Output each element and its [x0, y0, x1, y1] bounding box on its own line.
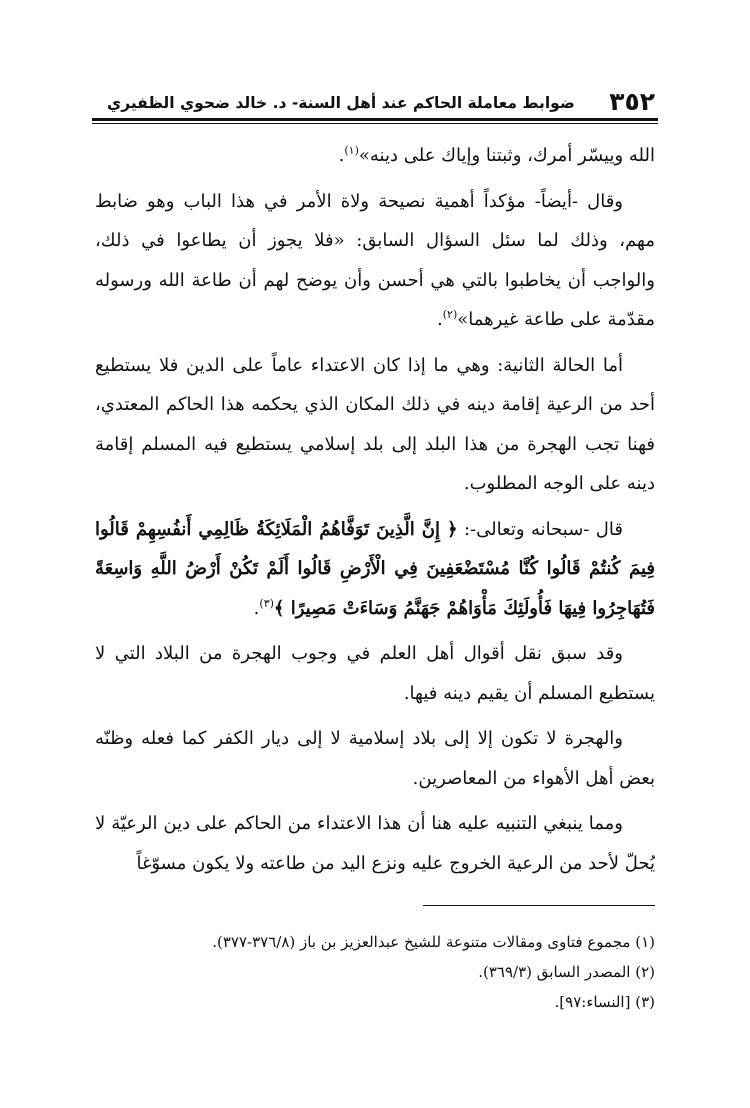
paragraph-2-end: .	[437, 309, 443, 330]
body-text	[95, 136, 655, 889]
footnotes	[95, 927, 655, 1017]
header-rule-thin	[92, 123, 658, 124]
paragraph-1-text: الله وييسّر أمرك، وثبتنا وإياك على دينه»	[358, 145, 655, 166]
footnote-ref-2: (٢)	[442, 308, 458, 321]
footnote-3: (٣) [النساء:٩٧].	[554, 993, 655, 1011]
paragraph-4-end: .	[253, 597, 260, 619]
paragraph-1-end: .	[338, 145, 345, 166]
quran-intro: قال -سبحانه وتعالى-:	[464, 518, 623, 540]
paragraph-3: أما الحالة الثانية: وهي ما إذا كان الاعتداء عاماً على الدين فلا يستطيع أحد من الرعية إقامة دينه في ذلك المكان الذي يحكمه هذا الحاكم المعتدي، فهنا تجب الهجرة من هذا البلد إلى بلد إسلامي يستطيع فيه المسلم إقامة دينه على الوجه المطلوب.	[95, 354, 655, 494]
quran-verse: ﴿ إِنَّ الَّذِينَ تَوَفَّاهُمُ الْمَلَائِكَةُ ظَالِمِي أَنفُسِهِمْ قَالُوا فِيمَ كُنتُمْ قَالُوا كُنَّا مُسْتَضْعَفِينَ فِي الْأَرْضِ قَالُوا أَلَمْ تَكُنْ أَرْضُ اللَّهِ وَاسِعَةً فَتُهَاجِرُوا فِيهَا فَأُولَئِكَ مَأْوَاهُمْ جَهَنَّمُ وَسَاءَتْ مَصِيرًا ﴾	[95, 518, 655, 619]
footnote-1: (١) مجموع فتاوى ومقالات متنوعة للشيخ عبدالعزيز بن باز (٣٧٦/٨-٣٧٧).	[212, 933, 655, 951]
footnote-ref-3: (٣)	[259, 596, 274, 610]
paragraph-7: ومما ينبغي التنبيه عليه هنا أن هذا الاعتداء من الحاكم على دين الرعيّة لا يُحلّ لأحد من الرعية الخروج عليه ونزع اليد من طاعته ولا يكون مسوّغاً	[95, 813, 655, 874]
paragraph-2-text: وقال -أيضاً- مؤكداً أهمية نصيحة ولاة الأمر في هذا الباب وهو ضابط مهم، وذلك لما سئل السؤال السابق: «فلا يجوز أن يطاعوا في ذلك، والواجب أن يخاطبوا بالتي هي أحسن وأن يوضح لهم أن طاعة الله ورسوله مقدّمة على طاعة غيرهما»	[95, 190, 655, 330]
footnote-ref-1: (١)	[344, 144, 359, 157]
running-title: ضوابط معاملة الحاكم عند أهل السنة- د. خالد ضحوي الظفيري	[107, 93, 575, 112]
paragraph-4	[95, 510, 655, 629]
paragraph-2	[95, 182, 655, 340]
footnote-separator	[423, 905, 655, 906]
paragraph-6: والهجرة لا تكون إلا إلى بلاد إسلامية لا إلى ديار الكفر كما فعله وظنّه بعض أهل الأهواء من المعاصرين.	[95, 728, 655, 789]
header-rule-thick	[92, 118, 658, 121]
page-header	[95, 84, 655, 116]
paragraph-1	[95, 136, 655, 176]
footnote-2: (٢) المصدر السابق (٣٦٩/٣).	[478, 963, 655, 981]
page-number: ٣٥٢	[609, 87, 655, 116]
paragraph-5: وقد سبق نقل أقوال أهل العلم في وجوب الهجرة من البلاد التي لا يستطيع المسلم أن يقيم دينه فيها.	[95, 643, 655, 704]
